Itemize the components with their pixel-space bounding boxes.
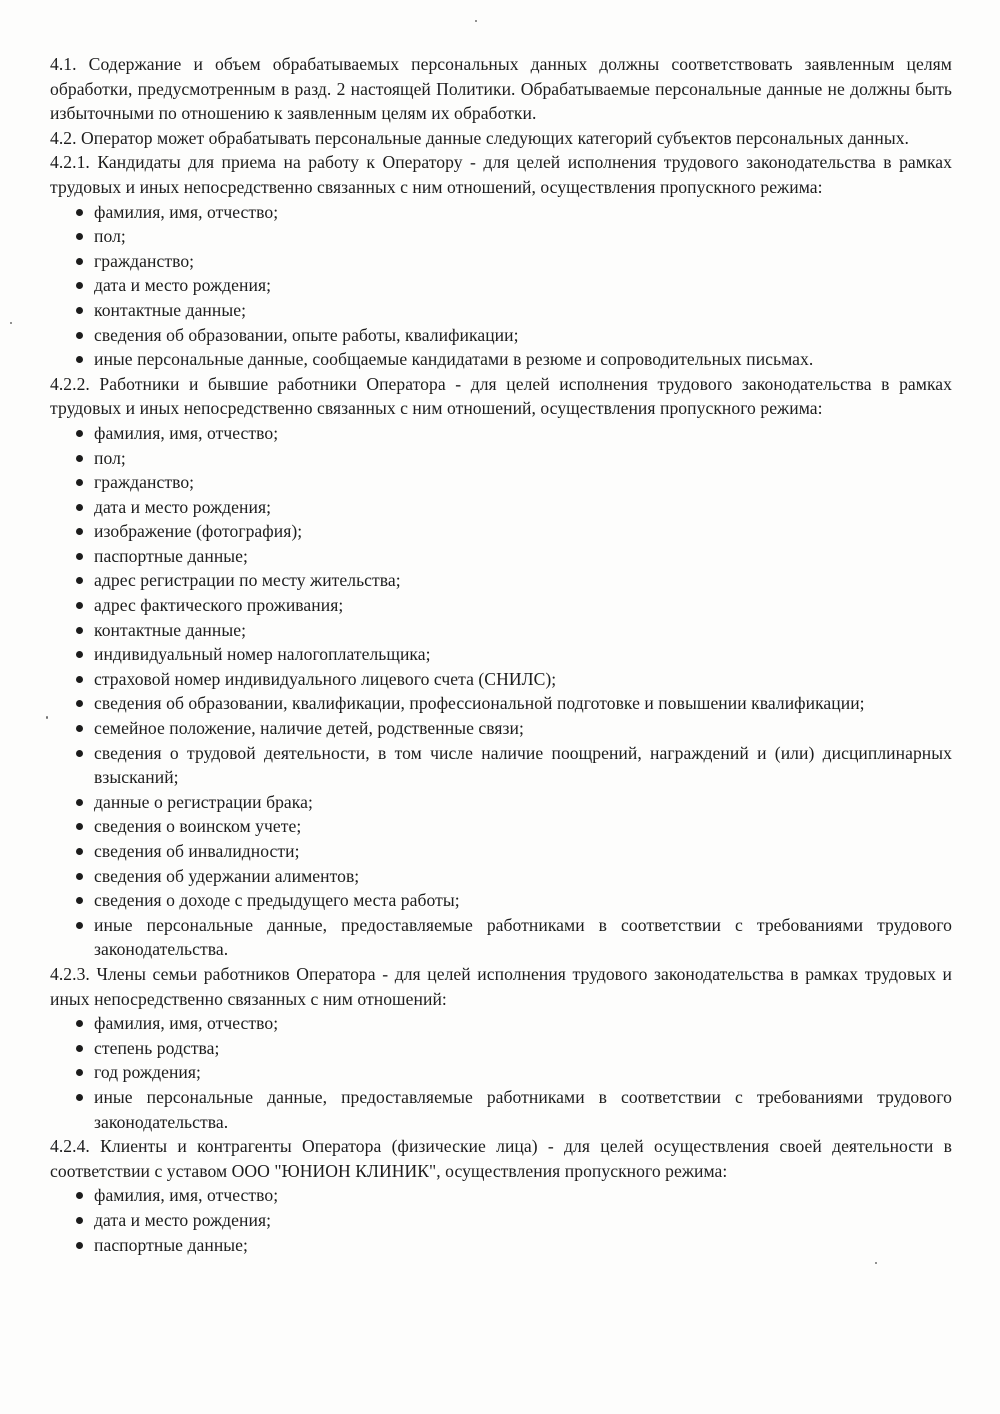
bullet-icon [76,700,83,707]
list-item-text: адрес фактического проживания; [94,595,344,616]
list-item [50,323,952,348]
bullet-list [50,1183,952,1257]
bullet-list [50,1011,952,1134]
bullet-icon [76,897,83,904]
bullet-icon [76,332,83,339]
bullet-list [50,421,952,962]
section-paragraph: 4.2.3. Члены семьи работников Оператора - для целей исполнения трудового законодательства в рамках трудовых и иных непосредственно связанных с ним отношений: [50,963,952,1009]
list-item [50,814,952,839]
bullet-icon [76,209,83,216]
bullet-list [50,200,952,372]
section-paragraph: 4.2.4. Клиенты и контрагенты Оператора (физические лица) - для целей осуществления своей деятельности в соответствии с уставом ООО "ЮНИОН КЛИНИК", осуществления пропускного режима: [50,1136,952,1181]
bullet-icon [76,750,83,757]
bullet-icon [76,651,83,658]
list-item [50,273,952,298]
list-item [50,790,952,815]
list-item [50,741,952,790]
bullet-icon [76,1020,83,1027]
list-item-text: индивидуальный номер налогоплательщика; [94,644,431,665]
list-item-text: паспортные данные; [94,545,248,566]
bullet-icon [76,1069,83,1076]
list-item [50,544,952,569]
list-item-text: сведения об образовании, квалификации, профессиональной подготовке и повышении квалификации; [94,693,865,714]
list-item [50,667,952,692]
bullet-icon [76,577,83,584]
list-item-text: фамилия, имя, отчество; [94,422,279,443]
section-paragraph: 4.1. Содержание и объем обрабатываемых персональных данных должны соответствовать заявленным целям обработки, предусмотренным в разд. 2 настоящей Политики. Обрабатываемые персональные данные не должны быть избыточными по отношению к заявленным целям их обработки. [50,54,952,124]
list-item-text: страховой номер индивидуального лицевого счета (СНИЛС); [94,668,557,689]
list-item-text: дата и место рождения; [94,1209,272,1230]
list-item [50,1085,952,1134]
bullet-icon [76,430,83,437]
list-item [50,1060,952,1085]
list-item [50,913,952,962]
bullet-icon [76,873,83,880]
list-item [50,1208,952,1233]
list-item [50,642,952,667]
scan-speck [46,716,48,719]
list-item-text: контактные данные; [94,299,247,320]
list-item-text: пол; [94,447,126,468]
list-item-text: иные персональные данные, предоставляемые работниками в соответствии с требованиями трудового законодательства. [94,914,952,960]
list-item-text: фамилия, имя, отчество; [94,1185,279,1206]
bullet-icon [76,282,83,289]
list-item [50,888,952,913]
list-item-text: сведения о трудовой деятельности, в том числе наличие поощрений, награждений и (или) дисциплинарных взысканий; [94,742,952,788]
document-body [50,52,952,1257]
list-item [50,593,952,618]
bullet-icon [76,233,83,240]
list-item-text: изображение (фотография); [94,521,303,542]
list-item [50,839,952,864]
bullet-icon [76,823,83,830]
bullet-icon [76,627,83,634]
bullet-icon [76,307,83,314]
list-item-text: год рождения; [94,1062,201,1083]
bullet-icon [76,1217,83,1224]
list-item [50,716,952,741]
list-item-text: сведения о воинском учете; [94,816,302,837]
bullet-icon [76,258,83,265]
list-item-text: адрес регистрации по месту жительства; [94,570,401,591]
bullet-icon [76,1242,83,1249]
list-item-text: сведения о доходе с предыдущего места работы; [94,890,460,911]
scan-speck [875,1262,877,1264]
list-item [50,618,952,643]
bullet-icon [76,1045,83,1052]
list-item [50,864,952,889]
list-item-text: паспортные данные; [94,1234,248,1255]
list-item-text: пол; [94,226,126,247]
bullet-icon [76,848,83,855]
list-item-text: фамилия, имя, отчество; [94,201,279,222]
section-paragraph: 4.2. Оператор может обрабатывать персональные данные следующих категорий субъектов персональных данных. [50,127,909,148]
bullet-icon [76,602,83,609]
list-item [50,224,952,249]
bullet-icon [76,504,83,511]
list-item-text: сведения об удержании алиментов; [94,865,360,886]
list-item [50,347,952,372]
list-item [50,298,952,323]
list-item [50,691,952,716]
list-item [50,249,952,274]
list-item-text: гражданство; [94,472,195,493]
list-item [50,1233,952,1258]
list-item [50,495,952,520]
bullet-icon [76,553,83,560]
list-item [50,568,952,593]
list-item [50,519,952,544]
list-item [50,470,952,495]
list-item-text: дата и место рождения; [94,275,272,296]
bullet-icon [76,799,83,806]
list-item [50,446,952,471]
list-item-text: дата и место рождения; [94,496,272,517]
bullet-icon [76,455,83,462]
list-item [50,1036,952,1061]
list-item-text: данные о регистрации брака; [94,791,313,812]
list-item-text: семейное положение, наличие детей, родственные связи; [94,718,524,739]
list-item-text: иные персональные данные, предоставляемые работниками в соответствии с требованиями трудового законодательства. [94,1086,952,1132]
section-paragraph: 4.2.2. Работники и бывшие работники Оператора - для целей исполнения трудового законодательства в рамках трудовых и иных непосредственно связанных с ним отношений, осуществления пропускного режима: [50,373,952,419]
bullet-icon [76,1094,83,1101]
bullet-icon [76,528,83,535]
list-item-text: сведения об инвалидности; [94,841,300,861]
list-item-text: сведения об образовании, опыте работы, квалификации; [94,324,519,345]
bullet-icon [76,356,83,363]
list-item-text: степень родства; [94,1037,220,1058]
bullet-icon [76,725,83,732]
bullet-icon [76,676,83,683]
scan-speck [475,20,477,22]
list-item [50,1183,952,1208]
bullet-icon [76,479,83,486]
list-item-text: иные персональные данные, сообщаемые кандидатами в резюме и сопроводительных письмах. [94,349,814,370]
bullet-icon [76,1192,83,1199]
bullet-icon [76,922,83,929]
list-item-text: гражданство; [94,250,195,271]
scan-speck [10,322,12,324]
list-item [50,200,952,225]
section-paragraph: 4.2.1. Кандидаты для приема на работу к Оператору - для целей исполнения трудового законодательства в рамках трудовых и иных непосредственно связанных с ним отношений, осуществления пропускного режима: [50,152,952,197]
list-item [50,1011,952,1036]
list-item-text: фамилия, имя, отчество; [94,1013,279,1034]
list-item [50,421,952,446]
list-item-text: контактные данные; [94,619,247,640]
